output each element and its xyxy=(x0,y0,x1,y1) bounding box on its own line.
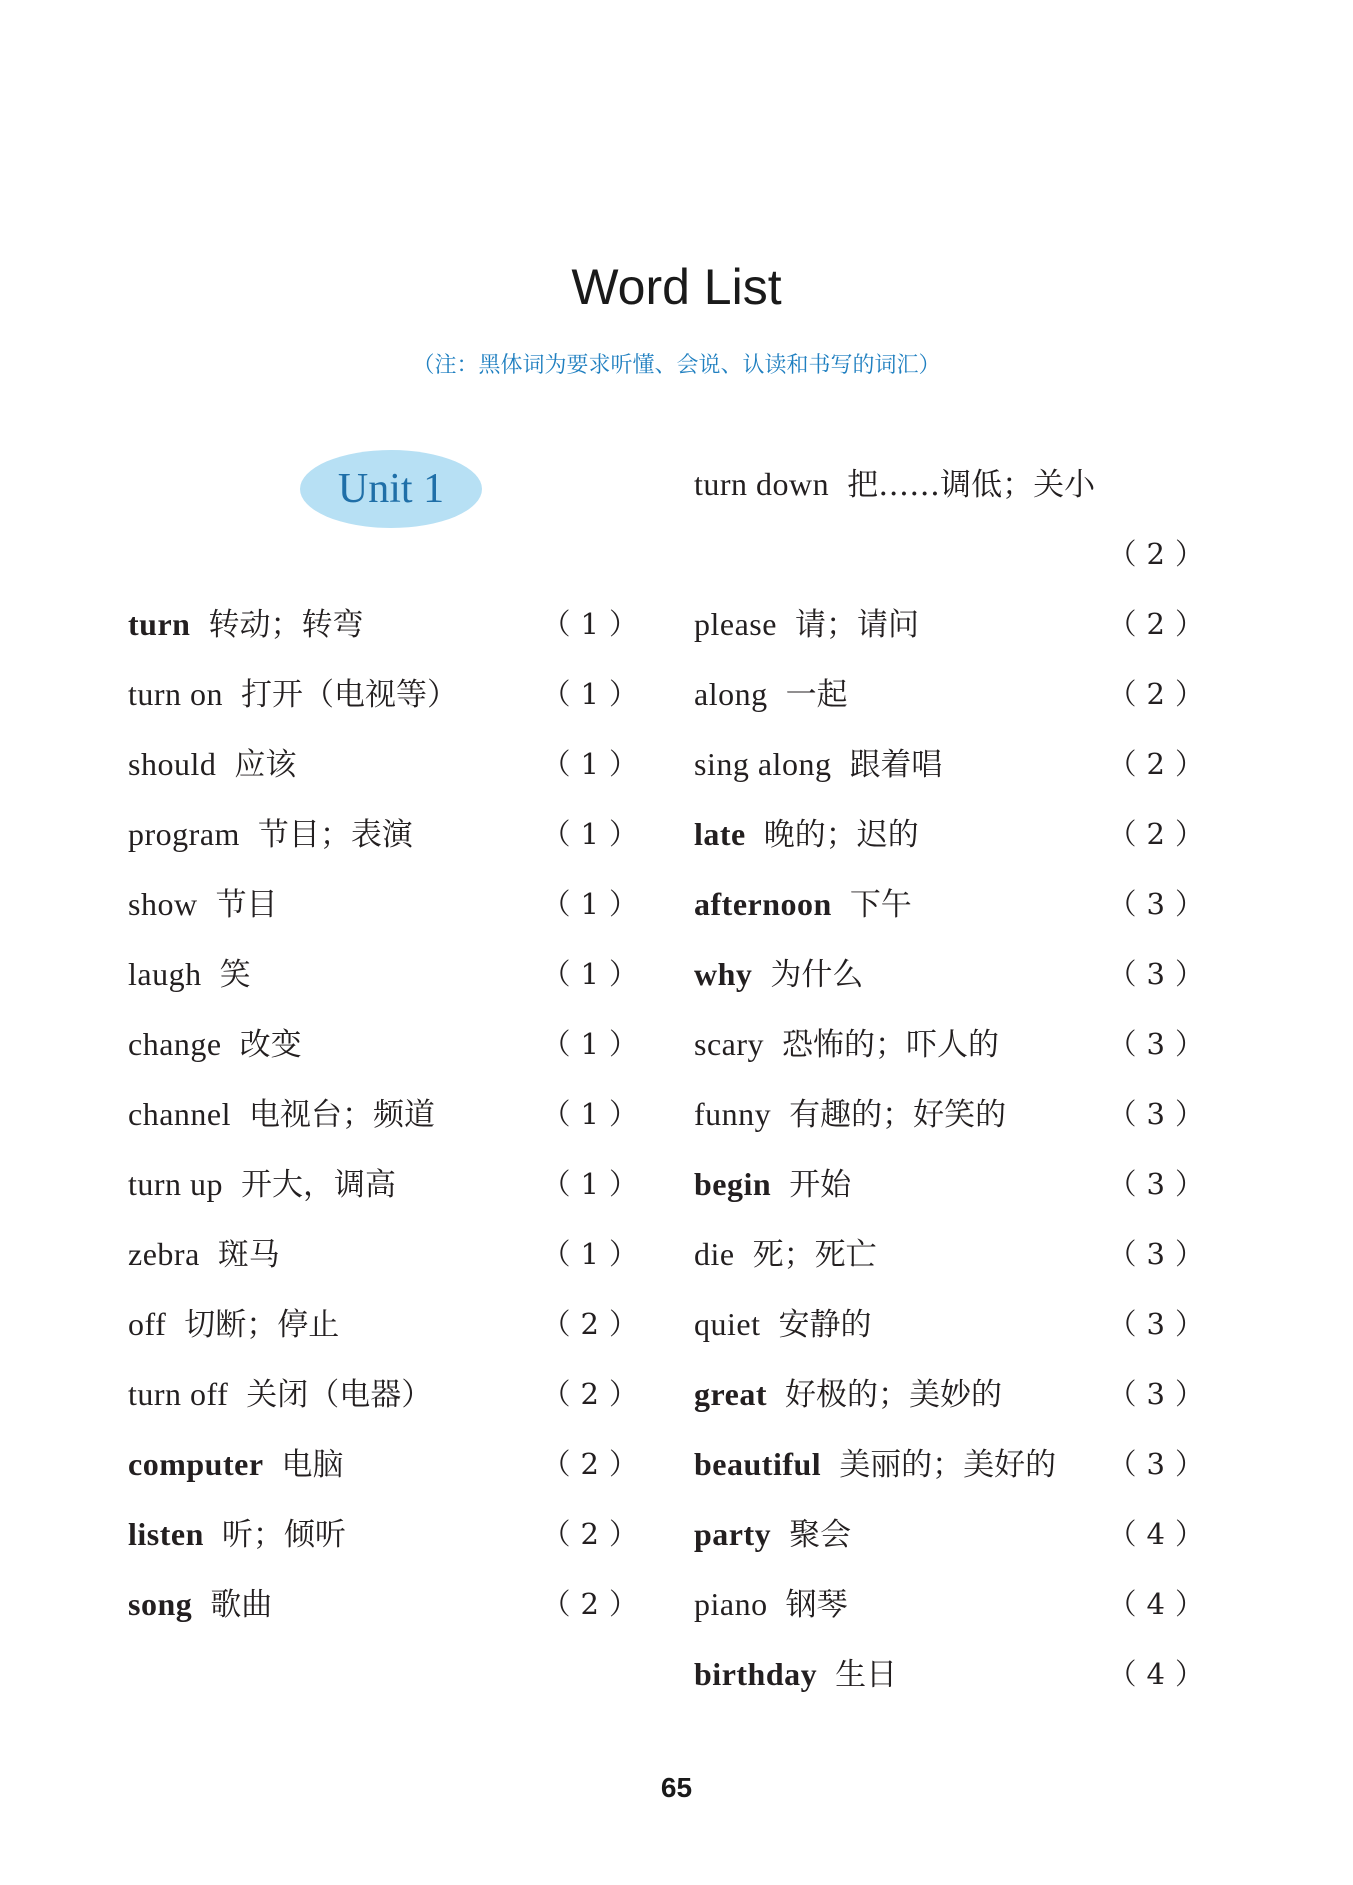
word-meaning: 钢琴 xyxy=(785,1587,848,1623)
word: birthday xyxy=(694,1656,818,1692)
word: why xyxy=(694,956,753,992)
word: scary xyxy=(694,1026,765,1062)
unit-reference: （3） xyxy=(1107,957,1214,991)
word: great xyxy=(694,1376,767,1412)
unit-reference: （2） xyxy=(1107,677,1214,711)
unit-reference: （1） xyxy=(541,817,648,851)
word: sing along xyxy=(694,746,832,782)
word-entry xyxy=(694,1084,1214,1144)
word: change xyxy=(128,1026,222,1062)
word-meaning: 晚的；迟的 xyxy=(763,817,919,853)
unit-reference: （3） xyxy=(1107,1377,1214,1411)
word-entry xyxy=(694,1434,1214,1494)
word-entry xyxy=(694,1364,1214,1424)
word-meaning: 开始 xyxy=(789,1167,852,1203)
word-entry xyxy=(694,944,1214,1004)
word-meaning: 切断；停止 xyxy=(184,1307,340,1343)
word: channel xyxy=(128,1096,231,1132)
word-meaning: 安静的 xyxy=(778,1307,872,1343)
word-meaning: 好极的；美妙的 xyxy=(784,1377,1002,1413)
unit-reference: （2） xyxy=(1107,537,1214,571)
unit-reference: （1） xyxy=(541,1097,648,1131)
word-entry xyxy=(128,1434,648,1494)
word: program xyxy=(128,816,240,852)
word-meaning: 斑马 xyxy=(217,1237,280,1273)
vocabulary-note: （注：黑体词为要求听懂、会说、认读和书写的词汇） xyxy=(412,353,941,378)
word-meaning: 有趣的；好笑的 xyxy=(789,1097,1007,1133)
word-entry xyxy=(128,804,648,864)
word-entry xyxy=(694,1014,1214,1074)
word: off xyxy=(128,1306,167,1342)
page-title: Word List xyxy=(571,259,782,315)
word-meaning: 把……调低；关小 xyxy=(847,467,1096,503)
word-entry xyxy=(128,1084,648,1144)
word-meaning: 电脑 xyxy=(281,1447,344,1483)
word: party xyxy=(694,1516,772,1552)
word-meaning: 歌曲 xyxy=(210,1587,273,1623)
word: piano xyxy=(694,1586,768,1622)
unit-reference: （3） xyxy=(1107,1237,1214,1271)
word-entry xyxy=(128,734,648,794)
word: die xyxy=(694,1236,735,1272)
unit-reference: （1） xyxy=(541,1027,648,1061)
word-entry xyxy=(128,944,648,1004)
word: turn xyxy=(128,606,191,642)
word: afternoon xyxy=(694,886,832,922)
word-meaning: 美丽的；美好的 xyxy=(839,1447,1057,1483)
word-entry xyxy=(694,874,1214,934)
word: computer xyxy=(128,1446,264,1482)
word-entry xyxy=(694,1154,1214,1214)
unit-reference: （1） xyxy=(541,747,648,781)
word-meaning: 听；倾听 xyxy=(221,1517,346,1553)
unit-reference: （2） xyxy=(541,1587,648,1621)
word-meaning: 生日 xyxy=(835,1657,898,1693)
word-entry xyxy=(128,1294,648,1354)
word: turn down xyxy=(694,466,830,502)
word: beautiful xyxy=(694,1446,822,1482)
word-meaning: 应该 xyxy=(234,747,297,783)
word-entry xyxy=(128,594,648,654)
unit-reference: （2） xyxy=(541,1377,648,1411)
word-entry xyxy=(128,664,648,724)
unit-reference: （1） xyxy=(541,1167,648,1201)
word-meaning: 恐怖的；吓人的 xyxy=(782,1027,1000,1063)
word-entry xyxy=(694,1294,1214,1354)
word-entry xyxy=(694,594,1214,654)
word-meaning: 笑 xyxy=(219,957,251,993)
word-meaning: 下午 xyxy=(849,887,912,923)
unit-reference: （1） xyxy=(541,677,648,711)
unit-reference: （1） xyxy=(541,1237,648,1271)
word-entry xyxy=(694,1644,1214,1704)
word-meaning: 为什么 xyxy=(770,957,864,993)
word: song xyxy=(128,1586,193,1622)
word-entry xyxy=(694,1504,1214,1564)
unit-reference: （3） xyxy=(1107,887,1214,921)
word-entry xyxy=(128,874,648,934)
unit-reference: （3） xyxy=(1107,1307,1214,1341)
word: turn up xyxy=(128,1166,224,1202)
unit-reference: （2） xyxy=(541,1447,648,1481)
unit-reference: （2） xyxy=(1107,747,1214,781)
word-entry xyxy=(128,1574,648,1634)
word-entry xyxy=(694,804,1214,864)
word-entry xyxy=(128,1014,648,1074)
unit-reference: （1） xyxy=(541,957,648,991)
word-meaning: 开大，调高 xyxy=(241,1167,397,1203)
unit-badge xyxy=(300,450,482,528)
unit-reference: （2） xyxy=(541,1517,648,1551)
unit-reference: （2） xyxy=(541,1307,648,1341)
word-entry xyxy=(128,1224,648,1284)
word: please xyxy=(694,606,777,642)
unit-reference: （3） xyxy=(1107,1027,1214,1061)
unit-reference: （1） xyxy=(541,887,648,921)
word: begin xyxy=(694,1166,772,1202)
unit-reference: （2） xyxy=(1107,817,1214,851)
word-meaning: 节目 xyxy=(215,887,278,923)
page-number: 65 xyxy=(660,1772,693,1803)
unit-reference: （4） xyxy=(1107,1587,1214,1621)
unit-reference: （1） xyxy=(541,607,648,641)
unit-reference: （4） xyxy=(1107,1657,1214,1691)
unit-reference: （3） xyxy=(1107,1097,1214,1131)
word-entry xyxy=(694,1224,1214,1284)
word-meaning: 一起 xyxy=(785,677,848,713)
word: show xyxy=(128,886,198,922)
word: turn off xyxy=(128,1376,229,1412)
word-entry xyxy=(694,1574,1214,1634)
word: along xyxy=(694,676,768,712)
word-entry xyxy=(128,1364,648,1424)
unit-label: Unit 1 xyxy=(337,466,445,512)
word-meaning: 节目；表演 xyxy=(257,817,413,853)
word-entry xyxy=(128,1504,648,1564)
word-entry xyxy=(128,1154,648,1214)
word-entry xyxy=(694,734,1214,794)
word: listen xyxy=(128,1516,204,1552)
unit-reference: （3） xyxy=(1107,1167,1214,1201)
word-meaning: 死；死亡 xyxy=(752,1237,877,1273)
word-meaning: 转动；转弯 xyxy=(208,607,364,643)
word-meaning: 请；请问 xyxy=(794,607,919,643)
word-meaning: 跟着唱 xyxy=(849,747,943,783)
word-entry xyxy=(694,454,1214,514)
word: late xyxy=(694,816,746,852)
word: zebra xyxy=(128,1236,200,1272)
word-meaning: 打开（电视等） xyxy=(241,677,459,713)
word-meaning: 关闭（电器） xyxy=(246,1377,433,1413)
unit-reference: （3） xyxy=(1107,1447,1214,1481)
word-entry xyxy=(694,664,1214,724)
word-meaning: 电视台；频道 xyxy=(249,1097,435,1133)
word: quiet xyxy=(694,1306,761,1342)
word: funny xyxy=(694,1096,772,1132)
word: should xyxy=(128,746,217,782)
word: turn on xyxy=(128,676,224,712)
word-meaning: 改变 xyxy=(239,1027,302,1063)
unit-reference: （2） xyxy=(1107,607,1214,641)
word: laugh xyxy=(128,956,202,992)
unit-reference: （4） xyxy=(1107,1517,1214,1551)
word-meaning: 聚会 xyxy=(789,1517,852,1553)
